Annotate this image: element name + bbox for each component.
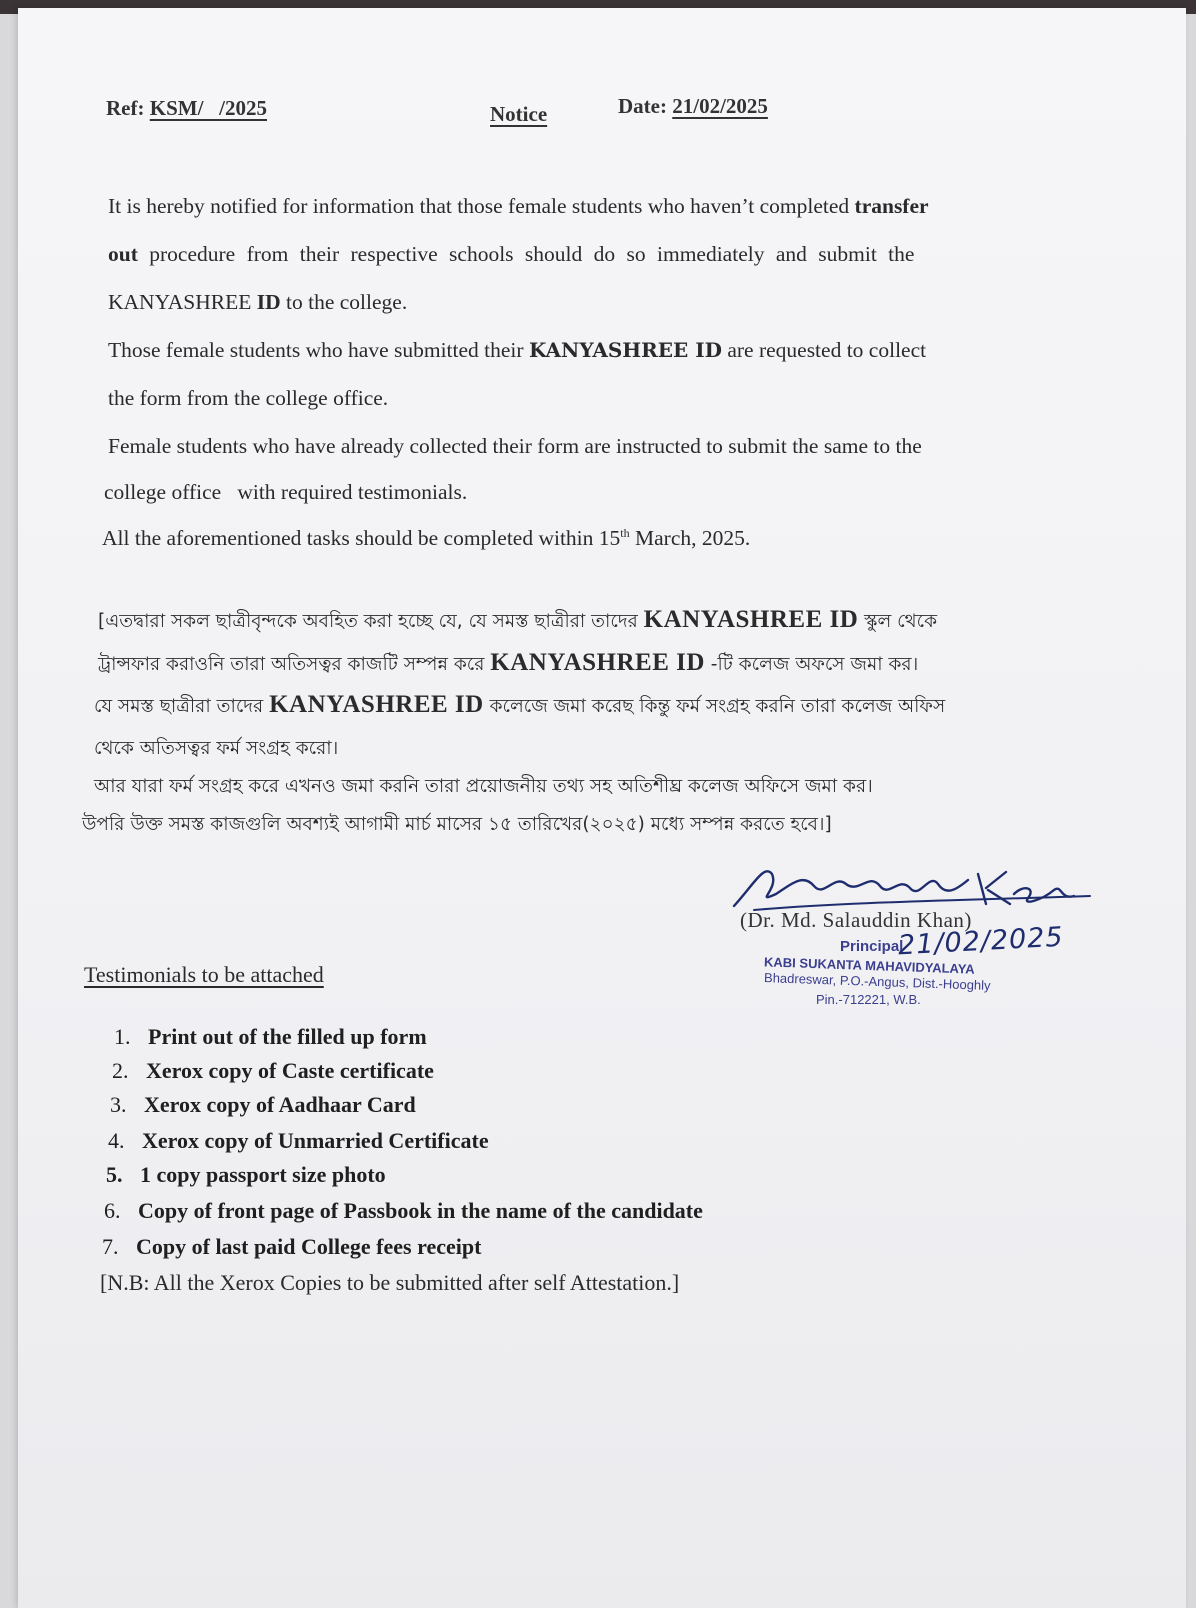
para4-text: All the aforementioned tasks should be completed within 15 xyxy=(102,526,621,551)
para1-line2 xyxy=(108,242,914,267)
para4-text2: March, 2025. xyxy=(629,526,751,551)
para1-kanyashree: KANYASHREE xyxy=(108,290,257,314)
list-text: Copy of front page of Passbook in the name of the candidate xyxy=(138,1198,703,1223)
bengali-text: কলেজে জমা করেছ কিন্তু ফর্ম সংগ্রহ করনি তারা কলেজ অফিস xyxy=(483,696,946,717)
list-item xyxy=(112,1058,434,1084)
list-item xyxy=(102,1234,481,1260)
notice-title: Notice xyxy=(490,102,548,126)
list-text: Print out of the filled up form xyxy=(148,1024,427,1049)
para1-bold-transfer: transfer xyxy=(854,194,929,218)
date-label: Date: xyxy=(618,94,667,118)
bengali-bold-id: KANYASHREE ID xyxy=(490,649,705,676)
date-value: 21/02/2025 xyxy=(672,94,768,118)
bengali-line4: থেকে অতিসত্বর ফর্ম সংগ্রহ করো। xyxy=(94,738,339,759)
bengali-text: স্কুল থেকে xyxy=(858,611,938,632)
list-text: 1 copy passport size photo xyxy=(140,1162,386,1187)
para2-bold-id: KANYASHREE ID xyxy=(528,338,722,362)
ref-value: KSM/ /2025 xyxy=(149,96,267,120)
date-line xyxy=(618,94,768,119)
para2-text: Those female students who have submitted their xyxy=(108,338,529,362)
para2-text2: are requested to collect xyxy=(721,338,927,362)
para1-bold-id: ID xyxy=(256,290,281,314)
para1-line1 xyxy=(108,194,929,219)
list-item xyxy=(114,1024,427,1050)
list-number: 4. xyxy=(108,1128,125,1153)
list-item xyxy=(104,1198,703,1224)
bengali-text: -টি কলেজ অফসে জমা কর। xyxy=(704,654,919,675)
para2-line2: the form from the college office. xyxy=(108,386,389,410)
stamp-title: Principal xyxy=(840,938,904,955)
ref-line xyxy=(106,96,267,121)
para3-line1: Female students who have already collected their form are instructed to submit the same to the xyxy=(108,434,922,458)
para1-text3: to the college. xyxy=(280,290,408,314)
signatory-name: (Dr. Md. Salauddin Khan) xyxy=(740,908,972,932)
list-number: 1. xyxy=(114,1024,131,1049)
para4-line xyxy=(102,526,750,551)
bengali-text: যে সমস্ত ছাত্রীরা তাদের xyxy=(94,696,270,717)
list-number: 2. xyxy=(112,1058,129,1083)
bengali-line2 xyxy=(98,649,918,681)
bengali-line6: উপরি উক্ত সমস্ত কাজগুলি অবশ্যই আগামী মার্চ মাসের ১৫ তারিখের(২০২৫) মধ্যে সম্পন্ন করতে হবে।] xyxy=(82,814,832,835)
para1-text2: procedure from their respective schools should do so immediately and submit the xyxy=(137,242,915,266)
notice-sheet xyxy=(18,8,1186,1608)
list-item xyxy=(106,1162,386,1188)
stamp-college: KABI SUKANTA MAHAVIDYALAYA xyxy=(763,954,975,977)
list-number: 6. xyxy=(104,1198,121,1223)
list-number: 3. xyxy=(110,1092,127,1117)
para4-sup: th xyxy=(620,526,630,540)
list-item xyxy=(110,1092,416,1118)
bengali-line1 xyxy=(98,606,937,638)
list-text: Xerox copy of Aadhaar Card xyxy=(144,1092,416,1117)
stamp-address: Bhadreswar, P.O.-Angus, Dist.-Hooghly xyxy=(763,970,991,993)
list-item xyxy=(108,1128,489,1154)
para2-line1 xyxy=(108,338,926,363)
bengali-text: ট্রান্সফার করাওনি তারা অতিসত্বর কাজটি সম্পন্ন করে xyxy=(98,654,491,675)
para1-line3 xyxy=(108,290,407,315)
bengali-text: [এতদ্বারা সকল ছাত্রীবৃন্দকে অবহিত করা হচ্ছে যে, যে সমস্ত ছাত্রীরা তাদের xyxy=(98,611,644,632)
testimonials-heading: Testimonials to be attached xyxy=(84,962,324,987)
handwritten-date: 21/02/2025 xyxy=(897,921,1065,962)
list-number: 5. xyxy=(106,1162,123,1187)
para1-bold-out: out xyxy=(108,242,138,266)
bengali-bold-id: KANYASHREE ID xyxy=(269,691,484,718)
list-number: 7. xyxy=(102,1234,119,1259)
ref-label: Ref: xyxy=(106,96,145,120)
bengali-line3 xyxy=(94,691,945,723)
bengali-bold-id: KANYASHREE ID xyxy=(643,606,859,633)
stamp-pin: Pin.-712221, W.B. xyxy=(816,992,921,1007)
bengali-line5: আর যারা ফর্ম সংগ্রহ করে এখনও জমা করনি তারা প্রয়োজনীয় তথ্য সহ অতিশীঘ্র কলেজ অফিসে জমা কর। xyxy=(94,776,873,797)
list-text: Xerox copy of Caste certificate xyxy=(146,1058,434,1083)
para3-line2: college office with required testimonials. xyxy=(104,480,468,504)
list-text: Copy of last paid College fees receipt xyxy=(136,1234,482,1259)
para1-text: It is hereby notified for information that those female students who haven’t completed xyxy=(108,194,855,218)
list-text: Xerox copy of Unmarried Certificate xyxy=(142,1128,489,1153)
nb-note: [N.B: All the Xerox Copies to be submitted after self Attestation.] xyxy=(100,1270,680,1295)
